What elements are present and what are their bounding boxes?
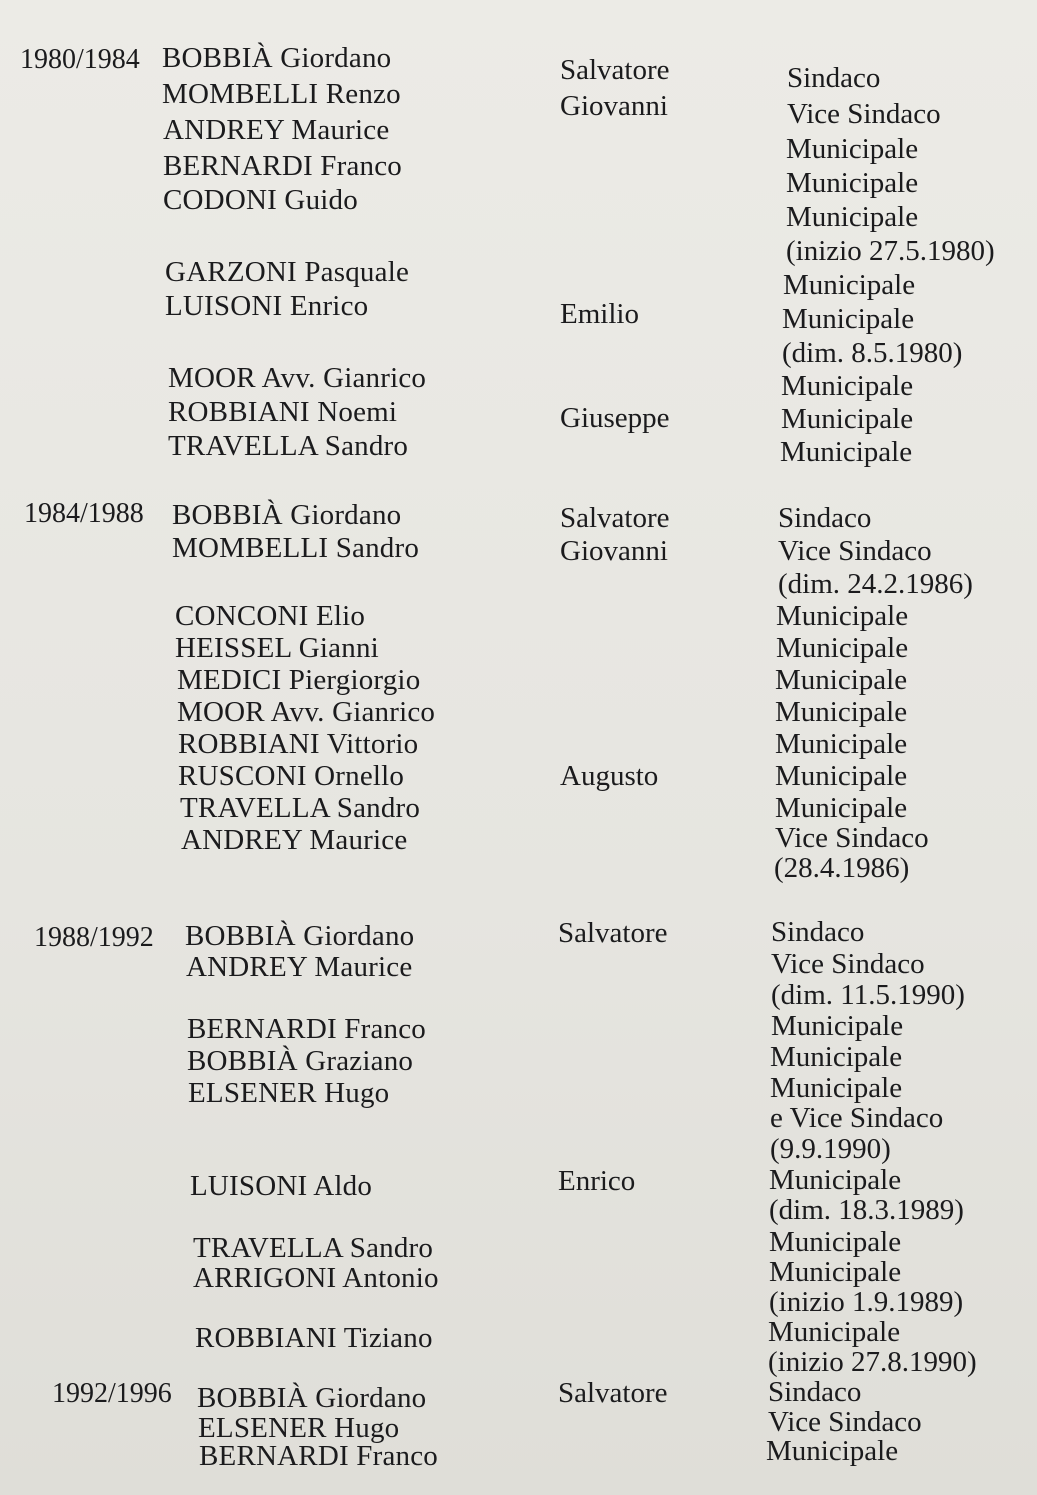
member-name: ELSENER Hugo xyxy=(188,1077,390,1109)
member-note: (9.9.1990) xyxy=(770,1133,891,1165)
member-role: Municipale xyxy=(770,1041,903,1073)
member-name: MOOR Avv. Gianrico xyxy=(177,696,436,728)
member-role: Municipale xyxy=(766,1435,899,1467)
member-role: Sindaco xyxy=(778,502,872,534)
member-name: ANDREY Maurice xyxy=(181,824,408,856)
member-name: BERNARDI Franco xyxy=(163,150,403,182)
member-name: TRAVELLA Sandro xyxy=(168,430,409,462)
period-years: 1988/1992 xyxy=(34,922,154,953)
member-role: Sindaco xyxy=(787,62,881,94)
member-name: LUISONI Enrico xyxy=(165,290,369,322)
member-father: Enrico xyxy=(558,1165,636,1197)
member-name: TRAVELLA Sandro xyxy=(180,792,421,824)
member-role: Municipale xyxy=(783,269,916,301)
member-name: BOBBIÀ Giordano xyxy=(197,1382,427,1414)
member-name: ARRIGONI Antonio xyxy=(193,1262,439,1294)
member-role: Vice Sindaco xyxy=(787,98,941,130)
member-role: Municipale xyxy=(770,1072,903,1104)
member-role: Municipale xyxy=(786,133,919,165)
member-role: Vice Sindaco xyxy=(771,948,925,980)
member-note: e Vice Sindaco xyxy=(770,1102,944,1134)
member-role: Municipale xyxy=(775,696,908,728)
member-father: Augusto xyxy=(560,760,659,792)
member-name: BERNARDI Franco xyxy=(199,1440,439,1472)
member-father: Giovanni xyxy=(560,90,668,122)
member-note: (inizio 27.8.1990) xyxy=(768,1346,977,1378)
member-note: (inizio 27.5.1980) xyxy=(786,235,995,267)
member-note: (dim. 11.5.1990) xyxy=(771,979,965,1011)
member-father: Salvatore xyxy=(558,917,668,949)
member-role: Municipale xyxy=(781,403,914,435)
member-father: Salvatore xyxy=(560,502,670,534)
period-years: 1992/1996 xyxy=(52,1378,172,1409)
member-role: Municipale xyxy=(782,303,915,335)
member-name: BOBBIÀ Graziano xyxy=(187,1045,414,1077)
member-name: MOMBELLI Renzo xyxy=(162,78,401,110)
member-name: ROBBIANI Noemi xyxy=(168,396,398,428)
member-role: Municipale xyxy=(769,1256,902,1288)
member-father: Emilio xyxy=(560,298,639,330)
member-role: Municipale xyxy=(776,632,909,664)
member-role: Sindaco xyxy=(768,1376,862,1408)
member-name: CONCONI Elio xyxy=(175,600,366,632)
member-name: HEISSEL Gianni xyxy=(175,632,379,664)
member-father: Salvatore xyxy=(558,1377,668,1409)
member-note: (inizio 1.9.1989) xyxy=(769,1286,964,1318)
member-name: MOOR Avv. Gianrico xyxy=(168,362,427,394)
member-role: Municipale xyxy=(769,1164,902,1196)
member-role: Municipale xyxy=(781,370,914,402)
member-role: Municipale xyxy=(775,760,908,792)
member-note: (dim. 24.2.1986) xyxy=(778,568,973,600)
period-years: 1980/1984 xyxy=(20,44,140,75)
member-name: CODONI Guido xyxy=(163,184,358,216)
member-name: ANDREY Maurice xyxy=(186,951,413,983)
member-role: Municipale xyxy=(768,1316,901,1348)
member-role: Vice Sindaco xyxy=(775,822,929,854)
member-role: Municipale xyxy=(769,1226,902,1258)
member-name: BERNARDI Franco xyxy=(187,1013,427,1045)
member-name: BOBBIÀ Giordano xyxy=(162,42,392,74)
member-father: Giovanni xyxy=(560,535,668,567)
member-name: TRAVELLA Sandro xyxy=(193,1232,434,1264)
member-note: (dim. 18.3.1989) xyxy=(769,1194,964,1226)
member-role: Municipale xyxy=(780,436,913,468)
member-role: Municipale xyxy=(775,792,908,824)
member-role: Municipale xyxy=(775,664,908,696)
member-father: Giuseppe xyxy=(560,402,670,434)
member-role: Municipale xyxy=(775,728,908,760)
member-name: MEDICI Piergiorgio xyxy=(177,664,421,696)
member-note: (28.4.1986) xyxy=(774,852,910,884)
member-name: ELSENER Hugo xyxy=(198,1412,400,1444)
member-name: ROBBIANI Tiziano xyxy=(195,1322,433,1354)
member-name: ROBBIANI Vittorio xyxy=(178,728,419,760)
member-name: GARZONI Pasquale xyxy=(165,256,410,288)
member-role: Municipale xyxy=(776,600,909,632)
member-role: Municipale xyxy=(771,1010,904,1042)
member-name: LUISONI Aldo xyxy=(190,1170,373,1202)
member-role: Municipale xyxy=(786,167,919,199)
member-role: Vice Sindaco xyxy=(778,535,932,567)
period-years: 1984/1988 xyxy=(24,498,144,529)
member-name: BOBBIÀ Giordano xyxy=(172,499,402,531)
member-role: Sindaco xyxy=(771,916,865,948)
member-name: BOBBIÀ Giordano xyxy=(185,920,415,952)
member-father: Salvatore xyxy=(560,54,670,86)
member-name: RUSCONI Ornello xyxy=(178,760,405,792)
member-note: (dim. 8.5.1980) xyxy=(782,337,963,369)
member-name: MOMBELLI Sandro xyxy=(172,532,420,564)
member-role: Municipale xyxy=(786,201,919,233)
member-role: Vice Sindaco xyxy=(768,1406,922,1438)
member-name: ANDREY Maurice xyxy=(163,114,390,146)
